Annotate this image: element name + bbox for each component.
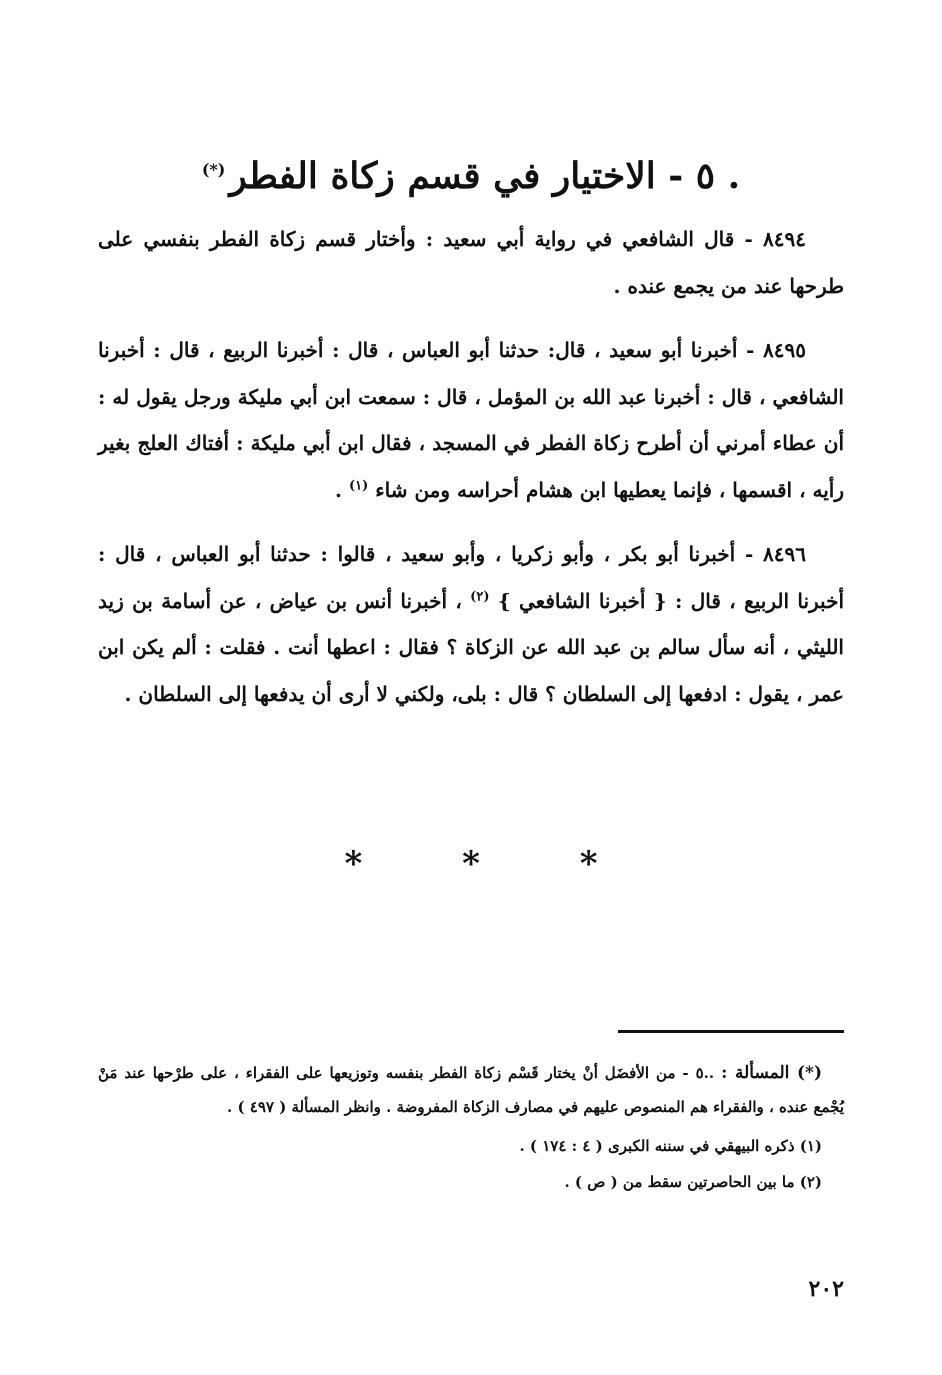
footnote-main-text: ..٥ - من الأفضَل أنْ يختار قَسْم زكاة الفطر بنفسه وتوزيعها على الفقراء ، على طرْحها عند مَنْ يُجْمع عنده ، والفقراء هم المنصوص عليهم في مصارف الزكاة المفروضة . وانظر المسألة ( ٤٩٧ ) . [98, 1064, 844, 1116]
section-heading-footnote-marker: (*) [201, 160, 226, 179]
paragraph-8495 [98, 327, 844, 513]
footnote-divider [618, 1030, 844, 1033]
page-number: ٢٠٢ [808, 1276, 844, 1302]
section-separator: * * * [344, 844, 642, 884]
paragraph-8494 [98, 216, 844, 309]
main-text [98, 216, 844, 735]
document-page [98, 0, 844, 1375]
paragraph-8494-text: ٨٤٩٤ - قال الشافعي في رواية أبي سعيد : وأختار قسم زكاة الفطر بنفسي على طرحها عند من يجمع عنده . [98, 227, 844, 298]
footnote-ref-2: (٢) [470, 588, 490, 604]
section-heading-title: . ٥ - الاختيار في قسم زكاة الفطر [229, 155, 741, 197]
footnote-ref-1: (١) [348, 477, 369, 493]
footnote-main-label: (*) المسألة : [721, 1063, 822, 1083]
paragraph-8496-text-before: ٨٤٩٦ - أخبرنا أبو بكر ، وأبو زكريا ، وأبو سعيد ، قالوا : حدثنا أبو العباس ، قال : أخبرنا الربيع ، قال : { أخبرنا الشافعي } [98, 542, 844, 613]
paragraph-8495-text: ٨٤٩٥ - أخبرنا أبو سعيد ، قال: حدثنا أبو العباس ، قال : أخبرنا الربيع ، قال : أخبرنا الشافعي ، قال : أخبرنا عبد الله بن المؤمل ، قال : سمعت ابن أبي مليكة ورجل يقول له : أن عطاء أمرني أن أطرح زكاة الفطر في المسجد ، فقال ابن أبي مليكة : أفتاك العلج بغير رأيه ، اقسمها ، فإنما يعطيها ابن هشام أحراسه ومن شاء [98, 338, 844, 502]
footnote-2: (٢) ما بين الحاصرتين سقط من ( ص ) . [564, 1173, 822, 1191]
footnote-main [98, 1056, 844, 1124]
paragraph-8496 [98, 531, 844, 717]
footnote-1: (١) ذكره البيهقي في سننه الكبرى ( ٤ : ١٧٤ ) . [519, 1137, 822, 1155]
paragraph-8496-text-after: ، أخبرنا أنس بن عياض ، عن أسامة بن زيد الليثي ، أنه سأل سالم بن عبد الله عن الزكاة ؟ فقال : اعطها أنت . فقلت : ألم يكن ابن عمر ، يقول : ادفعها إلى السلطان ؟ قال : بلى، ولكني لا أرى أن يدفعها إلى السلطان . [98, 588, 844, 706]
section-heading [98, 140, 844, 206]
footnotes [98, 1056, 844, 1200]
paragraph-8495-tail: . [335, 477, 349, 502]
